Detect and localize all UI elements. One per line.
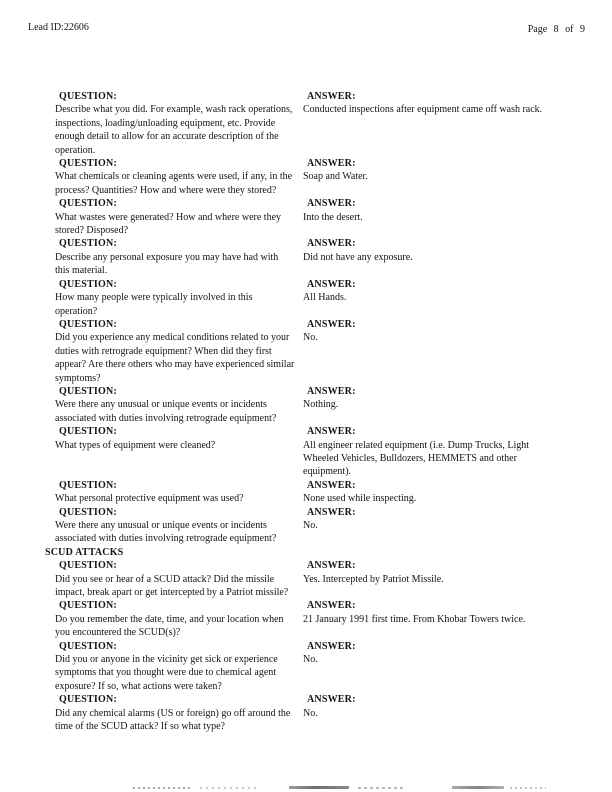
question-block — [55, 425, 303, 479]
qa-row — [55, 479, 567, 506]
qa-row — [55, 318, 567, 385]
answer-label: ANSWER: — [307, 158, 356, 170]
question-label: QUESTION: — [59, 506, 117, 518]
answer-block — [303, 599, 561, 639]
answer-text: Soap and Water. — [303, 171, 368, 183]
question-label: QUESTION: — [59, 278, 117, 290]
question-text: What personal protective equipment was used? — [55, 493, 244, 505]
answer-label: ANSWER: — [307, 560, 356, 572]
question-label: QUESTION: — [59, 600, 117, 612]
answer-label: ANSWER: — [307, 426, 356, 438]
answer-text: Into the desert. — [303, 211, 363, 223]
answer-block — [303, 157, 561, 197]
question-text: How many people were typically involved in this operation? — [55, 292, 253, 317]
scan-artifact — [358, 787, 404, 789]
qa-row — [55, 599, 567, 639]
question-label: QUESTION: — [59, 91, 117, 102]
answer-label: ANSWER: — [307, 238, 356, 250]
answer-label: ANSWER: — [307, 640, 356, 652]
qa-row — [55, 425, 567, 479]
question-text: Do you remember the date, time, and your location when you encountered the SCUD(s)? — [55, 613, 284, 639]
question-block — [55, 318, 303, 385]
answer-text: Nothing. — [303, 399, 339, 411]
question-label: QUESTION: — [59, 479, 117, 491]
question-text: Did you see or hear of a SCUD attack? Did the missile impact, break apart or get intercepted by a Patriot missile? — [55, 573, 289, 599]
answer-label: ANSWER: — [307, 278, 356, 290]
answer-text: No. — [303, 654, 318, 666]
answer-text: All Hands. — [303, 292, 347, 304]
answer-text: No. — [303, 332, 318, 344]
answer-text: 21 January 1991 first time. From Khobar Towers twice. — [303, 613, 526, 625]
question-label: QUESTION: — [59, 318, 117, 330]
answer-block — [303, 693, 561, 733]
question-block — [55, 479, 303, 506]
question-label: QUESTION: — [59, 385, 117, 397]
answer-text: Yes. Intercepted by Patriot Missile. — [303, 573, 444, 585]
question-text: Were there any unusual or unique events or incidents associated with duties involving retrograde equipment? — [55, 520, 277, 545]
answer-text: Conducted inspections after equipment came off wash rack. — [303, 104, 543, 116]
question-label: QUESTION: — [59, 238, 117, 250]
lead-id-label: Lead ID:22606 — [28, 22, 89, 33]
question-block — [55, 506, 303, 546]
answer-block — [303, 506, 561, 546]
question-text: Describe what you did. For example, wash rack operations, inspections, loading/unloading equipment, etc. Provide enough detail to allow for an accurate description of the operation. — [55, 104, 293, 156]
question-block — [55, 90, 303, 157]
answer-label: ANSWER: — [307, 198, 356, 210]
answer-label: ANSWER: — [307, 318, 356, 330]
question-block — [55, 237, 303, 277]
answer-block — [303, 479, 561, 506]
qa-row — [55, 385, 567, 425]
question-block — [55, 385, 303, 425]
answer-label: ANSWER: — [307, 479, 356, 491]
answer-text: All engineer related equipment (i.e. Dump Trucks, Light Wheeled Vehicles, Bulldozers, HEMMETS and other equipment). — [303, 439, 530, 478]
question-text: Did you experience any medical conditions related to your duties with retrograde equipment? When did they first appear? Are there others who may have experienced similar symptoms? — [55, 332, 295, 384]
qa-row — [55, 559, 567, 599]
question-text: What types of equipment were cleaned? — [55, 439, 216, 451]
scan-artifact — [289, 786, 349, 789]
question-label: QUESTION: — [59, 426, 117, 438]
question-block — [55, 559, 303, 599]
answer-label: ANSWER: — [307, 506, 356, 518]
answer-text: No. — [303, 520, 318, 531]
answer-text: None used while inspecting. — [303, 493, 417, 505]
question-block — [55, 157, 303, 197]
qa-row — [55, 278, 567, 318]
question-label: QUESTION: — [59, 694, 117, 706]
question-label: QUESTION: — [59, 640, 117, 652]
question-block — [55, 278, 303, 318]
question-label: QUESTION: — [59, 198, 117, 210]
question-block — [55, 599, 303, 639]
section-header-scud-attacks: SCUD ATTACKS — [45, 546, 124, 558]
question-text: Did you or anyone in the vicinity get sick or experience symptoms that you thought were due to chemical agent exposure? If so, what actions were taken? — [55, 654, 278, 692]
qa-row — [55, 237, 567, 277]
question-text: Were there any unusual or unique events or incidents associated with duties involving retrograde equipment? — [55, 399, 277, 424]
answer-block — [303, 197, 561, 237]
qa-row — [55, 157, 567, 197]
answer-block — [303, 385, 561, 425]
qa-row — [55, 197, 567, 237]
answer-block — [303, 278, 561, 318]
question-text: Describe any personal exposure you may have had with this material. — [55, 251, 279, 277]
qa-row — [55, 90, 567, 157]
answer-text: Did not have any exposure. — [303, 251, 413, 263]
answer-label: ANSWER: — [307, 694, 356, 706]
question-block — [55, 693, 303, 733]
question-block — [55, 197, 303, 237]
answer-text: No. — [303, 707, 318, 719]
question-text: What wastes were generated? How and where were they stored? Disposed? — [55, 211, 282, 237]
scan-artifact — [133, 787, 190, 789]
qa-row — [55, 640, 567, 694]
scan-artifact — [452, 786, 504, 789]
page-number: Page 8 of 9 — [527, 24, 585, 35]
answer-label: ANSWER: — [307, 91, 356, 102]
question-text: Did any chemical alarms (US or foreign) go off around the time of the SCUD attack? If so what type? — [55, 707, 291, 733]
answer-label: ANSWER: — [307, 385, 356, 397]
question-label: QUESTION: — [59, 158, 117, 170]
qa-row — [55, 693, 567, 733]
qa-row — [55, 506, 567, 546]
answer-block — [303, 425, 561, 479]
answer-block — [303, 90, 561, 157]
answer-block — [303, 559, 561, 599]
answer-block — [303, 318, 561, 385]
question-block — [55, 640, 303, 694]
answer-block — [303, 640, 561, 694]
scan-artifact — [200, 787, 260, 789]
answer-label: ANSWER: — [307, 600, 356, 612]
scan-artifact — [510, 787, 546, 789]
question-label: QUESTION: — [59, 560, 117, 572]
question-text: What chemicals or cleaning agents were used, if any, in the process? Quantities? How and where were they stored? — [55, 171, 293, 196]
qa-list — [45, 90, 567, 734]
answer-block — [303, 237, 561, 277]
